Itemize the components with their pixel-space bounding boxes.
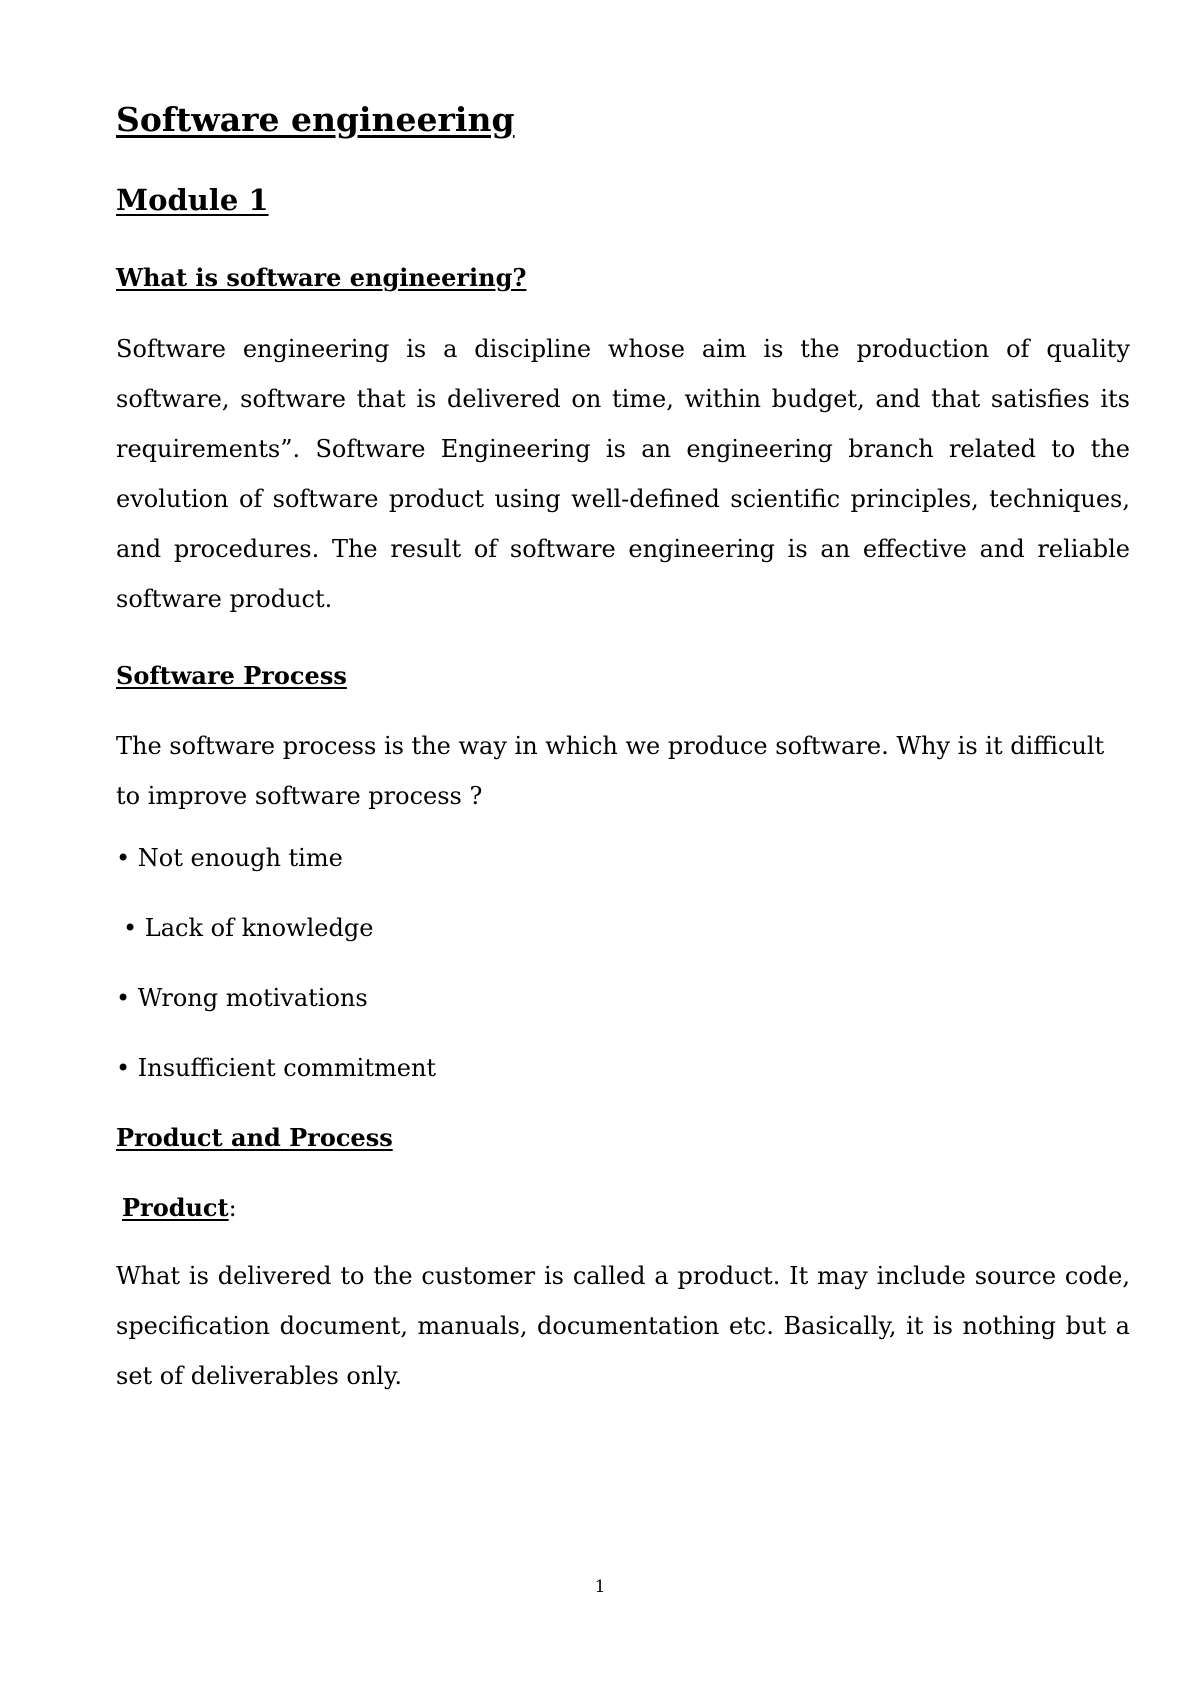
document-title: Software engineering (116, 100, 515, 139)
bullet-item: • Not enough time (116, 844, 343, 872)
paragraph-what-is: Software engineering is a discipline whose aim is the production of quality software, software that is delivered on time, within budget, and that satisfies its requirements”. Software Engineering is an engineering branch related to the evolution of software product using well-defined scientific principles, techniques, and procedures. The result of software engineering is an effective and reliable software product. (116, 335, 1130, 613)
paragraph-product: What is delivered to the customer is called a product. It may include source code, specification document, manuals, documentation etc. Basically, it is nothing but a set of deliverables only. (116, 1262, 1130, 1390)
module-heading: Module 1 (116, 183, 269, 217)
subheading-product-label: Product (122, 1193, 229, 1222)
section-heading-product-and-process: Product and Process (116, 1123, 393, 1152)
paragraph-software-process: The software process is the way in which we produce software. Why is it difficult to improve software process ? (116, 732, 1105, 810)
bullet-item: • Lack of knowledge (123, 914, 374, 942)
section-heading-what-is: What is software engineering? (116, 263, 527, 292)
section-heading-software-process: Software Process (116, 661, 347, 690)
bullet-item: • Wrong motivations (116, 984, 368, 1012)
page-number: 1 (594, 1577, 606, 1597)
subheading-product-colon: : (228, 1194, 237, 1222)
subheading-product (122, 1192, 1136, 1224)
bullet-item: • Insufficient commitment (116, 1054, 437, 1082)
